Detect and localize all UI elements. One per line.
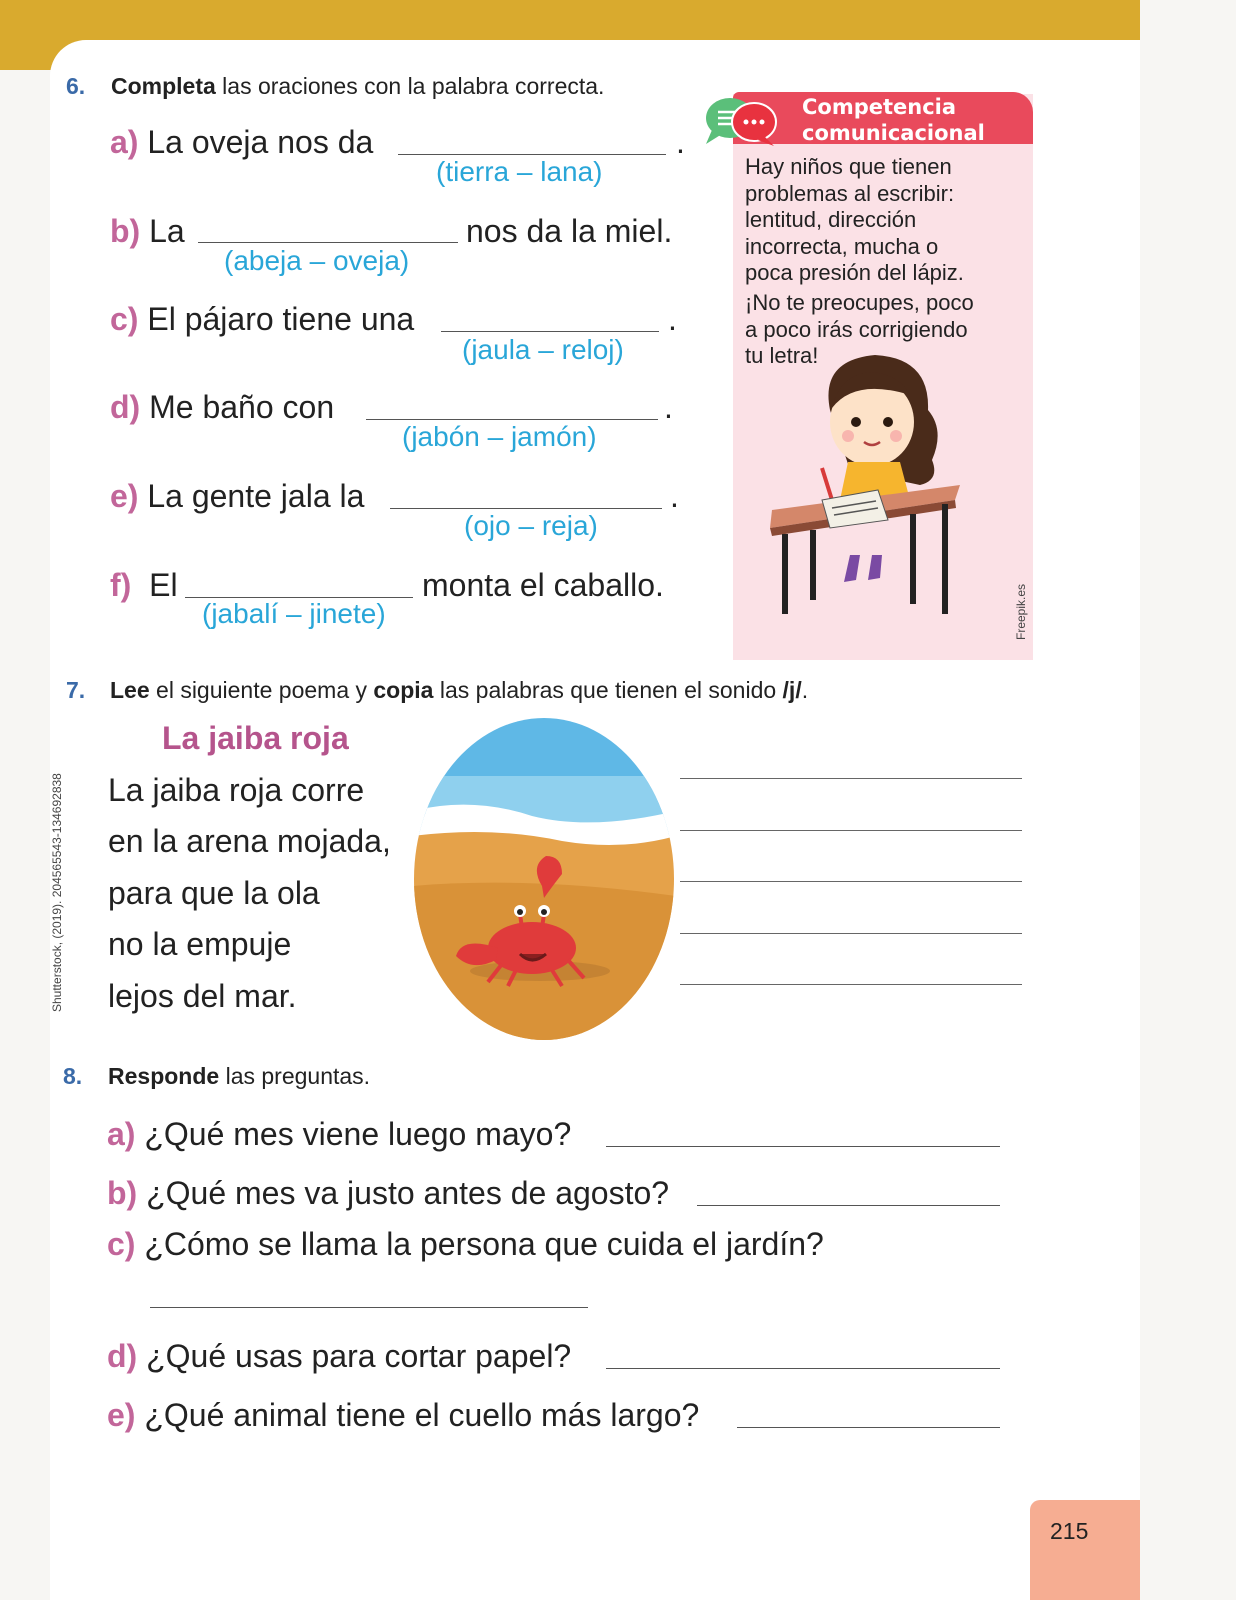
box-line: tu letra!	[745, 343, 819, 368]
answer-blank-c[interactable]	[441, 331, 659, 332]
item-letter: b)	[110, 213, 141, 249]
question-letter: d)	[107, 1338, 138, 1374]
question-text: ¿Qué mes viene luego mayo?	[144, 1116, 572, 1152]
instr-part: el siguiente poema y	[149, 677, 374, 703]
title-line: comunicacional	[802, 121, 985, 145]
ex6-item-d	[110, 389, 334, 426]
copy-line-2[interactable]	[680, 830, 1022, 831]
copy-line-4[interactable]	[680, 933, 1022, 934]
ex8-question-b	[107, 1175, 669, 1212]
title-line: Competencia	[802, 95, 957, 119]
box-line: lentitud, dirección	[745, 207, 917, 232]
item-letter: d)	[110, 389, 141, 425]
poem-line: no la empuje	[108, 926, 292, 962]
question-text: ¿Qué animal tiene el cuello más largo?	[144, 1397, 700, 1433]
ex6-item-a	[110, 124, 373, 161]
instr-part: las palabras que tienen el sonido	[433, 677, 783, 703]
speech-bubbles-icon	[702, 90, 782, 150]
answer-line-a[interactable]	[606, 1146, 1000, 1147]
options-b: (abeja – oveja)	[224, 245, 410, 276]
ex8-question-a	[107, 1116, 571, 1153]
poem-title: La jaiba roja	[162, 720, 349, 756]
box-line: ¡No te preocupes, poco	[745, 290, 974, 315]
ex8-question-c	[107, 1226, 824, 1263]
girl-writing-illustration	[760, 350, 1000, 650]
page-number-tab	[1030, 1500, 1140, 1600]
instruction-rest: las oraciones con la palabra correcta.	[215, 73, 605, 99]
item-text: La gente jala la	[147, 478, 365, 514]
question-text: ¿Qué mes va justo antes de agosto?	[146, 1175, 670, 1211]
instr-part: Lee	[110, 677, 150, 703]
page-number: 215	[1050, 1518, 1089, 1544]
item-letter: c)	[110, 301, 139, 337]
options-a: (tierra – lana)	[436, 156, 603, 187]
exercise-8-number: 8.	[63, 1063, 83, 1089]
item-letter: e)	[110, 478, 139, 514]
exercise-7-instruction	[110, 677, 808, 704]
copy-line-1[interactable]	[680, 778, 1022, 779]
ex6-item-f	[110, 567, 178, 604]
exercise-8-instruction	[108, 1063, 370, 1090]
answer-line-b[interactable]	[697, 1205, 1000, 1206]
question-letter: b)	[107, 1175, 138, 1211]
instruction-bold: Completa	[111, 73, 216, 99]
item-end-a: .	[676, 124, 685, 160]
competencia-title	[802, 94, 985, 146]
poem-line: en la arena mojada,	[108, 823, 391, 859]
options-c: (jaula – reloj)	[462, 334, 624, 365]
copy-line-5[interactable]	[680, 984, 1022, 985]
options-e: (ojo – reja)	[464, 510, 598, 541]
item-text: El	[149, 567, 178, 603]
instr-part: /j/	[782, 677, 802, 703]
question-text: ¿Qué usas para cortar papel?	[146, 1338, 572, 1374]
answer-line-d[interactable]	[606, 1368, 1000, 1369]
instr-part: copia	[373, 677, 434, 703]
item-text: Me baño con	[149, 389, 335, 425]
item-letter: f)	[110, 567, 132, 603]
ex8-question-e	[107, 1397, 699, 1434]
copy-line-3[interactable]	[680, 881, 1022, 882]
poem-line: para que la ola	[108, 875, 320, 911]
box-line: poca presión del lápiz.	[745, 260, 964, 285]
exercise-6-number: 6.	[66, 73, 86, 99]
crab-beach-illustration	[412, 716, 676, 1042]
exercise-7-number: 7.	[66, 677, 86, 703]
question-letter: c)	[107, 1226, 136, 1262]
freepik-credit: Freepik.es	[1014, 583, 1028, 640]
item-letter: a)	[110, 124, 139, 160]
answer-blank-b[interactable]	[198, 242, 458, 243]
box-line: a poco irás corrigiendo	[745, 316, 968, 342]
exercise-6-instruction	[111, 73, 604, 100]
item-end-d: .	[664, 389, 673, 425]
answer-line-c[interactable]	[150, 1307, 588, 1308]
box-line: problemas al escribir:	[745, 180, 955, 206]
question-text: ¿Cómo se llama la persona que cuida el jardín?	[144, 1226, 824, 1262]
item-end-b: nos da la miel.	[466, 213, 673, 249]
poem-line: La jaiba roja corre	[108, 772, 365, 808]
item-end-f: monta el caballo.	[422, 567, 664, 603]
ex6-item-c	[110, 301, 414, 338]
box-line: Hay niños que tienen	[745, 154, 952, 179]
options-f: (jabalí – jinete)	[202, 598, 386, 629]
ex6-item-e	[110, 478, 364, 515]
question-letter: a)	[107, 1116, 136, 1152]
question-letter: e)	[107, 1397, 136, 1433]
competencia-text-1	[745, 154, 964, 287]
answer-blank-e[interactable]	[390, 508, 662, 509]
item-text: La oveja nos da	[147, 124, 374, 160]
options-d: (jabón – jamón)	[402, 421, 597, 452]
instruction-rest: las preguntas.	[219, 1063, 371, 1089]
item-end-e: .	[670, 478, 679, 514]
instruction-bold: Responde	[108, 1063, 220, 1089]
answer-blank-a[interactable]	[398, 154, 666, 155]
item-text: La	[149, 213, 185, 249]
box-line: incorrecta, mucha o	[745, 233, 939, 259]
ex8-question-d	[107, 1338, 571, 1375]
ex6-item-b	[110, 213, 185, 250]
item-end-c: .	[668, 301, 677, 337]
answer-blank-d[interactable]	[366, 419, 658, 420]
answer-line-e[interactable]	[737, 1427, 1000, 1428]
item-text: El pájaro tiene una	[147, 301, 415, 337]
shutterstock-credit: Shutterstock, (2019). 204565543-13469283​8	[50, 773, 64, 1012]
instr-part: .	[801, 677, 809, 703]
poem-line: lejos del mar.	[108, 978, 297, 1014]
